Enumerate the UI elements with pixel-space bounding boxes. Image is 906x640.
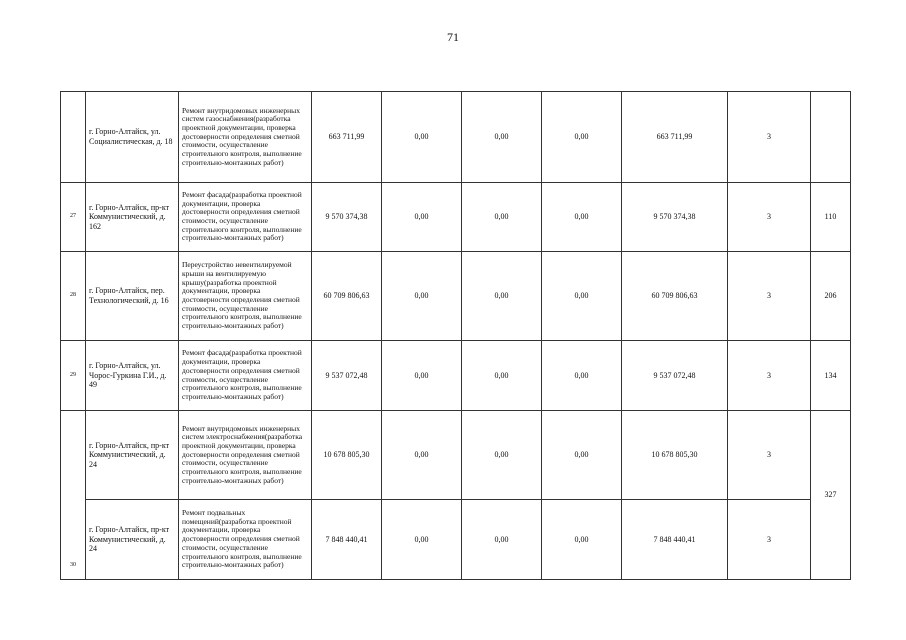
value-cell-5: 3	[728, 92, 811, 183]
row-number-cell: 27	[61, 183, 86, 252]
amount-cell-1: 0,00	[382, 252, 462, 341]
row-number-cell: 29	[61, 341, 86, 411]
work-type-cell: Переустройство невентилируемой крыши на вентилируемую крышу(разработка проектной документации, проверка достоверности определения сметной стоимости, осуществление строительного контроля, выполнение строительно-монтажных работ)	[179, 252, 312, 341]
amount-cell-4: 9 537 072,48	[622, 341, 728, 411]
amount-cell-4: 9 570 374,38	[622, 183, 728, 252]
amount-cell-2: 0,00	[462, 252, 542, 341]
page-number: 71	[447, 30, 459, 44]
amount-cell-1: 0,00	[382, 500, 462, 580]
table-row	[61, 92, 851, 183]
table-row	[61, 411, 851, 500]
amount-cell-2: 0,00	[462, 92, 542, 183]
amount-cell-4: 663 711,99	[622, 92, 728, 183]
amount-cell-1: 0,00	[382, 92, 462, 183]
amount-cell-4: 60 709 806,63	[622, 252, 728, 341]
amount-cell-3: 0,00	[542, 500, 622, 580]
address-cell: г. Горно-Алтайск, пр-кт Коммунистический, д. 24	[86, 500, 179, 580]
total-cost-cell: 10 678 805,30	[312, 411, 382, 500]
amount-cell-1: 0,00	[382, 341, 462, 411]
table-row	[61, 341, 851, 411]
total-cost-cell: 7 848 440,41	[312, 500, 382, 580]
amount-cell-4: 10 678 805,30	[622, 411, 728, 500]
work-type-cell: Ремонт фасада(разработка проектной документации, проверка достоверности определения сметной стоимости, осуществление строительного контроля, выполнение строительно-монтажных работ)	[179, 183, 312, 252]
value-cell-5: 3	[728, 500, 811, 580]
amount-cell-3: 0,00	[542, 92, 622, 183]
work-type-cell: Ремонт фасада(разработка проектной документации, проверка достоверности определения сметной стоимости, осуществление строительного контроля, выполнение строительно-монтажных работ)	[179, 341, 312, 411]
row-number-cell	[61, 92, 86, 183]
table-row	[61, 252, 851, 341]
table-row	[61, 500, 851, 580]
amount-cell-3: 0,00	[542, 341, 622, 411]
amount-cell-2: 0,00	[462, 411, 542, 500]
value-cell-6: 110	[811, 183, 851, 252]
value-cell-5: 3	[728, 183, 811, 252]
value-cell-5: 3	[728, 252, 811, 341]
address-cell: г. Горно-Алтайск, ул. Социалистическая, д. 18	[86, 92, 179, 183]
amount-cell-2: 0,00	[462, 183, 542, 252]
amount-cell-2: 0,00	[462, 500, 542, 580]
value-cell-5: 3	[728, 341, 811, 411]
value-cell-6: 327	[811, 411, 851, 580]
total-cost-cell: 663 711,99	[312, 92, 382, 183]
amount-cell-2: 0,00	[462, 341, 542, 411]
address-cell: г. Горно-Алтайск, пер. Технологический, д. 16	[86, 252, 179, 341]
value-cell-6	[811, 92, 851, 183]
work-type-cell: Ремонт внутридомовых инженерных систем электроснабжения(разработка проектной документации, проверка достоверности определения сметной стоимости, осуществление строительного контроля, выполнение строительно-монтажных работ)	[179, 411, 312, 500]
amount-cell-3: 0,00	[542, 252, 622, 341]
amount-cell-1: 0,00	[382, 411, 462, 500]
value-cell-6: 134	[811, 341, 851, 411]
address-cell: г. Горно-Алтайск, ул. Чорос-Гуркина Г.И., д. 49	[86, 341, 179, 411]
total-cost-cell: 60 709 806,63	[312, 252, 382, 341]
total-cost-cell: 9 570 374,38	[312, 183, 382, 252]
row-number-cell: 30	[61, 411, 86, 580]
total-cost-cell: 9 537 072,48	[312, 341, 382, 411]
address-cell: г. Горно-Алтайск, пр-кт Коммунистический, д. 162	[86, 183, 179, 252]
work-type-cell: Ремонт подвальных помещений(разработка проектной документации, проверка достоверности определения сметной стоимости, осуществление строительного контроля, выполнение строительно-монтажных работ)	[179, 500, 312, 580]
work-type-cell: Ремонт внутридомовых инженерных систем газоснабжения(разработка проектной документации, проверка достоверности определения сметной стоимости, осуществление строительного контроля, выполнение строительно-монтажных работ)	[179, 92, 312, 183]
value-cell-5: 3	[728, 411, 811, 500]
amount-cell-4: 7 848 440,41	[622, 500, 728, 580]
row-number-cell: 28	[61, 252, 86, 341]
amount-cell-1: 0,00	[382, 183, 462, 252]
amount-cell-3: 0,00	[542, 411, 622, 500]
address-cell: г. Горно-Алтайск, пр-кт Коммунистический, д. 24	[86, 411, 179, 500]
value-cell-6: 206	[811, 252, 851, 341]
amount-cell-3: 0,00	[542, 183, 622, 252]
repair-works-table	[60, 91, 851, 580]
table-row	[61, 183, 851, 252]
